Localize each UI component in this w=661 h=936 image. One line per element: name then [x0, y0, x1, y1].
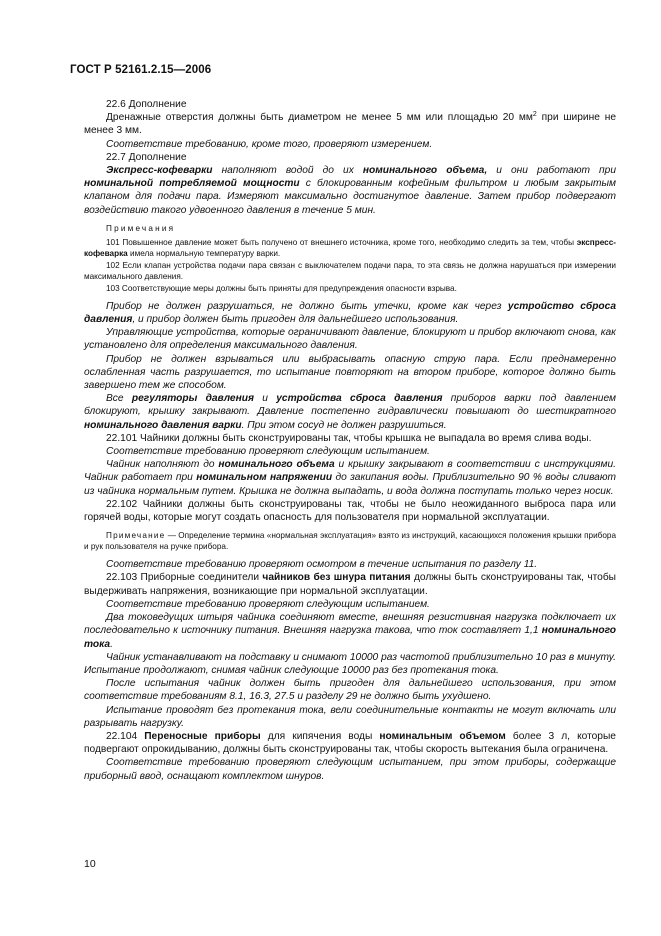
paragraph-after-test: После испытания чайник должен быть пригоден для дальнейшего использования, при этом соответствие требованиям 8.1, 16.3, 27.5 и разделу 29 не должно быть ухудшено.	[84, 678, 616, 703]
paragraph-espresso-test: Экспресс-кофеварки наполняют водой до их номинального объема, и они работают при номинальной потребляемой мощности с блокированным кофейным фильтром и любым закрытым клапаном для подачи пара. Измеряют максимально достигнутое давление. Затем прибор подвергают воздействию такого удвоенного давления в течение 5 мин.	[84, 165, 616, 216]
note-normal-use: Примечание — Определение термина «нормальная эксплуатация» взято из инструкций, касающихся положения крышки прибора и рук пользователя на ручке прибора.	[84, 531, 616, 552]
page-number: 10	[84, 858, 96, 870]
paragraph-inspection: Соответствие требованию проверяют осмотром в течение испытания по разделу 11.	[106, 559, 538, 571]
paragraph-kettle-fill: Чайник наполняют до номинального объема и крышку закрывают в соответствии с инструкциями. Чайник работает при номинальном напряжении до закипания воды. Приблизительно 90 % воды сливают из чайника нормальным путем. Крышка не должна выпадать, и вода должна поступать только через носик.	[84, 459, 616, 497]
note-103: 103 Соответствующие меры должны быть приняты для предупреждения опасности взрыва.	[106, 283, 457, 293]
section-22-104: 22.104 Переносные приборы для кипячения воды номинальным объемом более 3 л, которые подвергают опрокидыванию, должны быть сконструированы так, чтобы скорость вытекания была ограничена.	[84, 730, 616, 756]
paragraph-base-cycles: Чайник устанавливают на подставку и снимают 10000 раз частотой приблизительно 10 раз в минуту. Испытание продолжают, снимая чайник следующие 10000 раз без протекания тока.	[84, 651, 616, 676]
paragraph-no-explosion: Прибор не должен взрываться или выбрасывать опасную струю пара. Если преднамеренно ослабленная часть разрушается, то испытание повторяют на втором приборе, которое должно быть завершено тем же способом.	[84, 353, 616, 392]
document-body	[84, 98, 616, 783]
paragraph-compliance-test-1: Соответствие требованию проверяют следующим испытанием.	[106, 446, 430, 458]
paragraph-compliance-test-2: Соответствие требованию проверяют следующим испытанием.	[106, 598, 430, 610]
section-heading-22-6: 22.6 Дополнение	[106, 99, 187, 110]
paragraph-compliance-cords: Соответствие требованию проверяют следующим испытанием, при этом приборы, содержащие приборный ввод, оснащают комплектом шнуров.	[84, 757, 616, 782]
notes-title: Примечания	[106, 223, 176, 233]
paragraph-pins: Два токоведущих штыря чайника соединяют вместе, внешняя резистивная нагрузка подключает их последовательно к источнику питания. Внешняя нагрузка такова, что ток составляет 1,1 номинального тока.	[84, 612, 616, 650]
section-heading-22-7: 22.7 Дополнение	[106, 151, 187, 163]
note-102: 102 Если клапан устройства подачи пара связан с выключателем подачи пара, то эта связь не должна нарушаться при измерении максимального давления.	[84, 260, 616, 281]
paragraph-compliance-measurement: Соответствие требованию, кроме того, проверяют измерением.	[106, 138, 433, 150]
paragraph-no-current: Испытание проводят без протекания тока, вели соединительные контакты не могут включать или разрывать нагрузку.	[84, 704, 616, 729]
section-22-102: 22.102 Чайники должны быть сконструированы так, чтобы не было неожиданного выброса пара или горячей воды, которые могут создать опасность для пользователя при нормальной эксплуатации.	[84, 498, 616, 524]
paragraph-drainage: Дренажные отверстия должны быть диаметром не менее 5 мм или площадью 20 $мм^2$ при ширине не менее 3 мм.	[84, 111, 616, 137]
document-header: ГОСТ Р 52161.2.15—2006	[70, 64, 212, 76]
note-label: Примечание	[106, 531, 166, 541]
section-22-101: 22.101 Чайники должны быть сконструированы так, чтобы крышка не выпадала во время слива воды.	[106, 432, 592, 444]
notes-block	[84, 223, 616, 294]
paragraph-no-destruction: Прибор не должен разрушаться, не должно быть утечки, кроме как через устройство сброса давления, и прибор должен быть пригоден для дальнейшего использования.	[84, 300, 616, 326]
paragraph-control-devices: Управляющие устройства, которые ограничивают давление, блокируют и прибор включают снова, как установлено для определения максимального давления.	[84, 327, 616, 352]
paragraph-regulators: Все регуляторы давления и устройства сброса давления приборов варки под давлением блокируют, крышку закрывают. Давление постепенно гидравлически повышают до шестикратного номинального давления варки. При этом сосуд не должен разрушиться.	[84, 393, 617, 431]
section-22-103: 22.103 Приборные соединители чайников без шнура питания должны быть сконструированы так, чтобы выдерживать напряжения, возникающие при нормальной эксплуатации.	[84, 572, 617, 597]
note-101: 101 Повышенное давление может быть получено от внешнего источника, кроме того, необходимо следить за тем, чтобы экспресс-кофеварка имела нормальную температуру варки.	[84, 237, 616, 258]
